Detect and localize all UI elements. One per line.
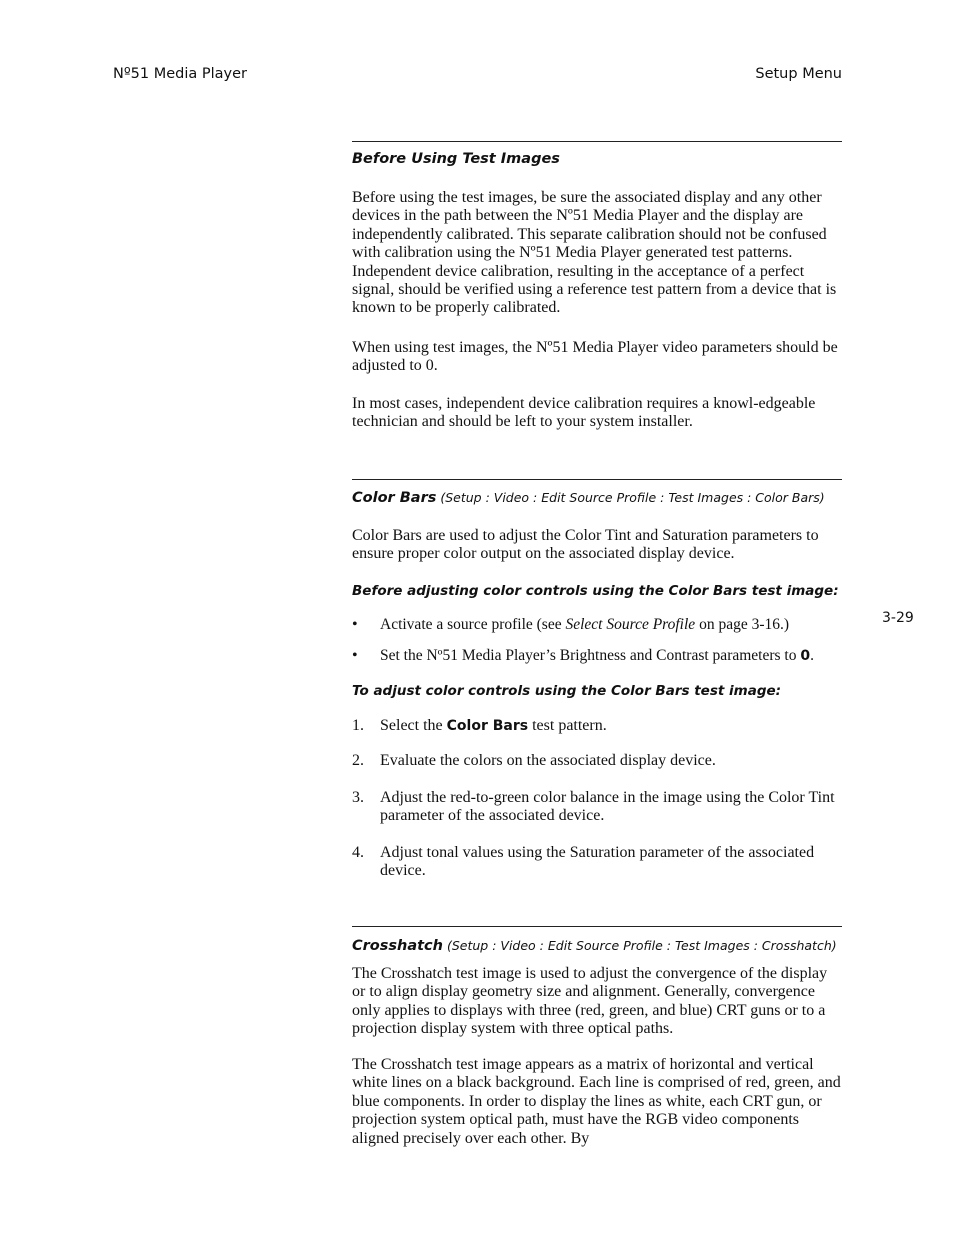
before-using-paragraph-3 <box>352 395 842 432</box>
paragraph-text: In most cases, independent device calibration requires a knowl-edgeable technician and should be left to your system installer. <box>352 395 816 431</box>
paragraph-text: Color Bars are used to adjust the Color Tint and Saturation parameters to ensure proper color output on the associated display device. <box>352 527 819 563</box>
step-text-pre: Select the <box>380 717 447 734</box>
before-using-paragraph-1 <box>352 189 842 318</box>
subheading-before-adjusting: Before adjusting color controls using the Color Bars test image: <box>352 583 839 599</box>
step-number: 4. <box>352 844 364 861</box>
paragraph-text: When using test images, the Nº51 Media Player video parameters should be adjusted to 0. <box>352 339 838 375</box>
cross-reference-link[interactable]: Select Source Profile <box>565 616 696 633</box>
section-heading-crosshatch <box>352 937 842 955</box>
step-number: 2. <box>352 752 364 769</box>
step-number: 3. <box>352 789 364 806</box>
running-header-section: Setup Menu <box>755 66 842 82</box>
crosshatch-paragraph-1 <box>352 965 842 1039</box>
bullet-marker: • <box>352 647 358 664</box>
before-using-paragraph-2 <box>352 339 842 376</box>
paragraph-text: Before using the test images, be sure the associated display and any other devices in the path between the Nº51 Media Player and the display are independently calibrated. This separate calibration should not be confused with calibration using the Nº51 Media Player generated test patterns. Independent device calibration, resulting in the acceptance of a perfect signal, should be verified using a reference test pattern from a device that is known to be properly calibrated. <box>352 189 837 317</box>
bullet-text-post: . <box>810 647 814 664</box>
bullet-text-pre: Set the Nº51 Media Player’s Brightness and Contrast parameters to <box>380 647 801 664</box>
color-bars-intro <box>352 527 842 564</box>
step-text-post: test pattern. <box>528 717 607 734</box>
section-divider <box>352 926 842 927</box>
step-item-2 <box>352 752 842 770</box>
parameter-value: 0 <box>800 648 811 664</box>
subheading-to-adjust: To adjust color controls using the Color Bars test image: <box>352 683 782 699</box>
running-header-title: Nº51 Media Player <box>113 66 248 82</box>
step-item-1 <box>352 717 842 735</box>
section-title-crosshatch: Crosshatch <box>352 938 443 954</box>
menu-path-color-bars: (Setup : Video : Edit Source Profile : Test Images : Color Bars) <box>440 490 825 505</box>
pattern-name: Color Bars <box>446 718 529 734</box>
bullet-text-post: on page 3-16.) <box>695 616 790 633</box>
section-divider <box>352 141 842 142</box>
bullet-text-pre: Activate a source profile (see <box>380 616 566 633</box>
step-item-3 <box>352 789 842 826</box>
section-heading-color-bars <box>352 489 842 507</box>
step-text: Evaluate the colors on the associated display device. <box>380 752 716 769</box>
step-item-4 <box>352 844 842 881</box>
menu-path-crosshatch: (Setup : Video : Edit Source Profile : Test Images : Crosshatch) <box>446 938 837 953</box>
step-text: Adjust tonal values using the Saturation parameter of the associated device. <box>380 844 815 880</box>
bullet-item-activate-profile <box>352 616 842 634</box>
bullet-text <box>380 647 842 665</box>
section-title-color-bars: Color Bars <box>352 490 437 506</box>
paragraph-text: The Crosshatch test image is used to adjust the convergence of the display or to align display geometry size and alignment. Generally, convergence only applies to displays with three (red, green, and blue) CRT guns or to a projection display system with three optical paths. <box>352 965 828 1038</box>
page-number: 3-29 <box>882 610 914 626</box>
step-number: 1. <box>352 717 364 734</box>
step-text: Adjust the red-to-green color balance in the image using the Color Tint parameter of the associated device. <box>380 789 835 825</box>
paragraph-text: The Crosshatch test image appears as a matrix of horizontal and vertical white lines on a black background. Each line is comprised of red, green, and blue components. In order to display the lines as white, each CRT gun, or projection system optical path, must have the RGB video components aligned precisely over each other. By <box>352 1056 841 1147</box>
bullet-text <box>380 616 842 634</box>
crosshatch-paragraph-2 <box>352 1056 842 1148</box>
section-title-before-using: Before Using Test Images <box>352 151 560 167</box>
bullet-marker: • <box>352 616 358 633</box>
step-text <box>380 717 842 735</box>
bullet-item-brightness-contrast <box>352 647 842 665</box>
section-divider <box>352 479 842 480</box>
